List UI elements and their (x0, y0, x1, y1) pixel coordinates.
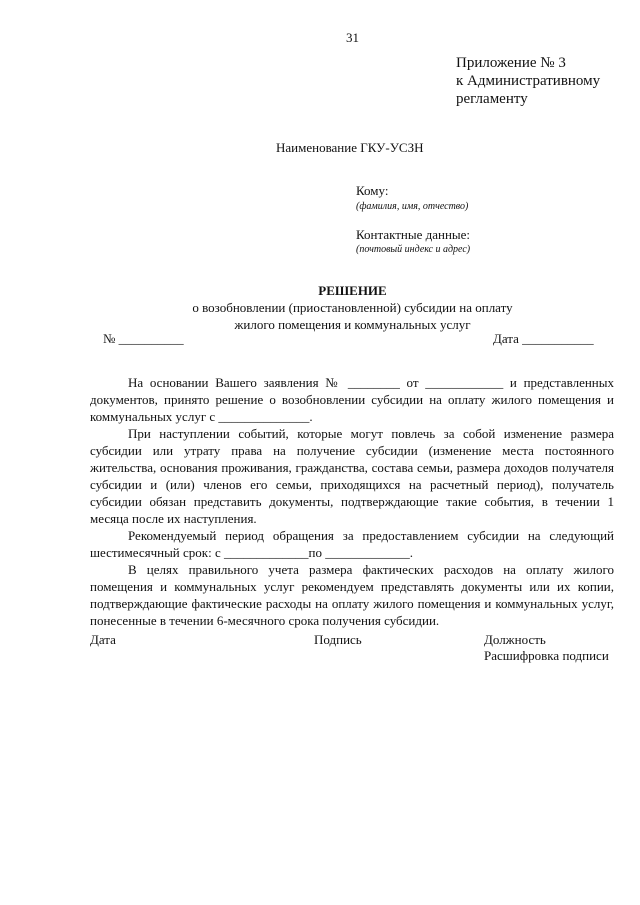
paragraph-expenses: В целях правильного учета размера фактических расходов на оплату жилого помещения и коммунальных услуг рекомендуем представлять документы или их копии, подтверждающие фактические расходы на оплату жилого помещения и коммунальных услуг, понесенные в течении 6-месячного срока получения субсидии. (90, 562, 614, 628)
paragraph-basis: На основании Вашего заявления № ________ от ____________ и представленных документов, принято решение о возобновлении субсидии на оплату жилого помещения и коммунальных услуг с ______________. (90, 375, 614, 424)
document-body (90, 374, 614, 629)
signature-decode-label: Расшифровка подписи (484, 648, 609, 663)
recipient-contact-hint: (почтовый индекс и адрес) (356, 244, 471, 255)
paragraph-events: При наступлении событий, которые могут повлечь за собой изменение размера субсидии или утрату права на получение субсидии (изменение места постоянного жительства, основания проживания, гражданства, состава семьи, размера доходов получателя субсидии и (или) членов его семьи, приходящихся на расчетный период), получатель субсидии обязан представить документы, подтверждающие такие события, в течении 1 месяца после их наступления. (90, 426, 614, 526)
decision-number-field: № __________ (103, 331, 184, 346)
organization-label: Наименование ГКУ-УСЗН (276, 140, 424, 155)
subtitle-line-2: жилого помещения и коммунальных услуг (234, 317, 471, 332)
appendix-line-1: Приложение № 3 (456, 55, 566, 71)
appendix-line-3: регламенту (456, 91, 528, 107)
decision-date-field: Дата ___________ (493, 331, 594, 346)
paragraph-period: Рекомендуемый период обращения за предоставлением субсидии на следующий шестимесячный срок: с _____________по _____________. (90, 528, 614, 560)
page-number: 31 (346, 30, 359, 45)
signature-sign-label: Подпись (314, 632, 362, 647)
recipient-to-hint: (фамилия, имя, отчество) (356, 201, 469, 212)
document-subtitle (0, 299, 640, 333)
document-title: РЕШЕНИЕ (318, 283, 387, 298)
appendix-line-2: к Административному (456, 73, 601, 89)
signature-date-label: Дата (90, 632, 116, 647)
subtitle-line-1: о возобновлении (приостановленной) субсидии на оплату (192, 300, 513, 315)
appendix-note (456, 54, 600, 108)
recipient-contact-label: Контактные данные: (356, 227, 471, 242)
recipient-to-label: Кому: (356, 183, 389, 198)
signature-position-label: Должность (484, 632, 546, 647)
